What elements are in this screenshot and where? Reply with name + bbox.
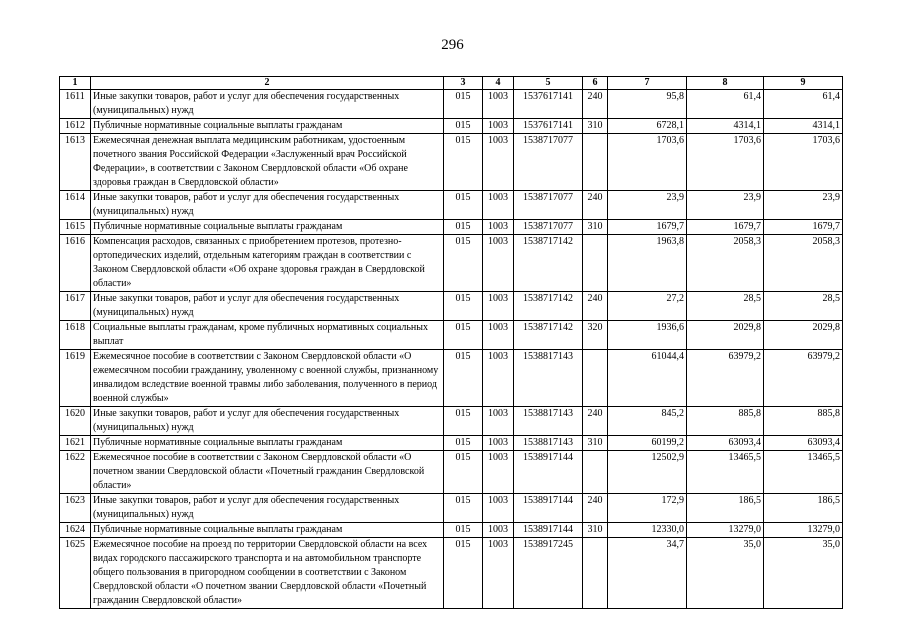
amount-col9: 23,9 bbox=[764, 191, 843, 220]
amount-col7: 34,7 bbox=[608, 538, 687, 609]
row-description: Ежемесячное пособие на проезд по территории Свердловской области на всех видах городского пассажирского транспорта и на автомобильном транспорте общего пользования в пригородном сообщении в соответствии с Законом Свердловской области «О почетном звании Свердловской области «Почетный гражданин Свердловской области» bbox=[91, 538, 444, 609]
col4-section: 1003 bbox=[483, 451, 514, 494]
row-number: 1623 bbox=[60, 494, 91, 523]
amount-col9: 28,5 bbox=[764, 292, 843, 321]
col4-section: 1003 bbox=[483, 90, 514, 119]
col5-target: 1538917144 bbox=[514, 494, 583, 523]
amount-col8: 63979,2 bbox=[687, 350, 764, 407]
col6-type: 240 bbox=[583, 292, 608, 321]
row-number: 1625 bbox=[60, 538, 91, 609]
row-number: 1624 bbox=[60, 523, 91, 538]
amount-col9: 13465,5 bbox=[764, 451, 843, 494]
col5-target: 1538717142 bbox=[514, 321, 583, 350]
col3-code: 015 bbox=[444, 220, 483, 235]
amount-col8: 2058,3 bbox=[687, 235, 764, 292]
header-col-1: 1 bbox=[60, 77, 91, 90]
col3-code: 015 bbox=[444, 119, 483, 134]
col5-target: 1538717077 bbox=[514, 191, 583, 220]
amount-col8: 13279,0 bbox=[687, 523, 764, 538]
page-number: 296 bbox=[441, 37, 464, 53]
row-description: Иные закупки товаров, работ и услуг для обеспечения государственных (муниципальных) нужд bbox=[91, 90, 444, 119]
col5-target: 1538817143 bbox=[514, 436, 583, 451]
col6-type bbox=[583, 134, 608, 191]
col4-section: 1003 bbox=[483, 538, 514, 609]
amount-col9: 63093,4 bbox=[764, 436, 843, 451]
header-col-9: 9 bbox=[764, 77, 843, 90]
col3-code: 015 bbox=[444, 321, 483, 350]
amount-col7: 12502,9 bbox=[608, 451, 687, 494]
amount-col7: 12330,0 bbox=[608, 523, 687, 538]
row-number: 1614 bbox=[60, 191, 91, 220]
amount-col9: 2029,8 bbox=[764, 321, 843, 350]
col5-target: 1538717142 bbox=[514, 235, 583, 292]
col4-section: 1003 bbox=[483, 350, 514, 407]
row-number: 1611 bbox=[60, 90, 91, 119]
row-description: Ежемесячное пособие в соответствии с Законом Свердловской области «О ежемесячном пособии гражданину, уволенному с военной службы, признанному инвалидом вследствие военной травмы либо заболевания, полученного в период военной службы» bbox=[91, 350, 444, 407]
col6-type bbox=[583, 350, 608, 407]
row-description: Ежемесячное пособие в соответствии с Законом Свердловской области «О почетном звании Свердловской области «Почетный гражданин Свердловской области» bbox=[91, 451, 444, 494]
table-row bbox=[60, 90, 843, 119]
col4-section: 1003 bbox=[483, 292, 514, 321]
col6-type bbox=[583, 235, 608, 292]
header-col-7: 7 bbox=[608, 77, 687, 90]
row-number: 1618 bbox=[60, 321, 91, 350]
amount-col8: 13465,5 bbox=[687, 451, 764, 494]
col3-code: 015 bbox=[444, 451, 483, 494]
table-row bbox=[60, 119, 843, 134]
col3-code: 015 bbox=[444, 292, 483, 321]
col4-section: 1003 bbox=[483, 321, 514, 350]
row-description: Иные закупки товаров, работ и услуг для обеспечения государственных (муниципальных) нужд bbox=[91, 191, 444, 220]
amount-col7: 23,9 bbox=[608, 191, 687, 220]
col6-type: 310 bbox=[583, 523, 608, 538]
row-number: 1621 bbox=[60, 436, 91, 451]
row-number: 1615 bbox=[60, 220, 91, 235]
col3-code: 015 bbox=[444, 436, 483, 451]
col6-type: 240 bbox=[583, 191, 608, 220]
row-number: 1617 bbox=[60, 292, 91, 321]
header-col-6: 6 bbox=[583, 77, 608, 90]
col5-target: 1538717077 bbox=[514, 134, 583, 191]
row-description: Публичные нормативные социальные выплаты гражданам bbox=[91, 523, 444, 538]
col5-target: 1538717142 bbox=[514, 292, 583, 321]
table-row bbox=[60, 451, 843, 494]
row-description: Публичные нормативные социальные выплаты гражданам bbox=[91, 119, 444, 134]
amount-col9: 186,5 bbox=[764, 494, 843, 523]
amount-col7: 1703,6 bbox=[608, 134, 687, 191]
amount-col7: 1963,8 bbox=[608, 235, 687, 292]
table-row bbox=[60, 235, 843, 292]
row-description: Компенсация расходов, связанных с приобретением протезов, протезно-ортопедических изделий, отдельным категориям граждан в соответствии с Законом Свердловской области «Об охране здоровья граждан в Свердловской области» bbox=[91, 235, 444, 292]
amount-col7: 6728,1 bbox=[608, 119, 687, 134]
table-row bbox=[60, 538, 843, 609]
amount-col8: 35,0 bbox=[687, 538, 764, 609]
amount-col7: 60199,2 bbox=[608, 436, 687, 451]
amount-col7: 172,9 bbox=[608, 494, 687, 523]
table-row bbox=[60, 407, 843, 436]
header-row bbox=[60, 77, 843, 90]
col5-target: 1538917245 bbox=[514, 538, 583, 609]
col3-code: 015 bbox=[444, 494, 483, 523]
col3-code: 015 bbox=[444, 523, 483, 538]
amount-col9: 61,4 bbox=[764, 90, 843, 119]
col3-code: 015 bbox=[444, 134, 483, 191]
col4-section: 1003 bbox=[483, 235, 514, 292]
col6-type: 320 bbox=[583, 321, 608, 350]
amount-col8: 63093,4 bbox=[687, 436, 764, 451]
amount-col8: 1679,7 bbox=[687, 220, 764, 235]
col4-section: 1003 bbox=[483, 436, 514, 451]
col6-type bbox=[583, 538, 608, 609]
budget-table bbox=[59, 76, 843, 609]
row-number: 1622 bbox=[60, 451, 91, 494]
col3-code: 015 bbox=[444, 235, 483, 292]
amount-col8: 885,8 bbox=[687, 407, 764, 436]
row-description: Социальные выплаты гражданам, кроме публичных нормативных социальных выплат bbox=[91, 321, 444, 350]
col3-code: 015 bbox=[444, 350, 483, 407]
table-row bbox=[60, 523, 843, 538]
col5-target: 1538917144 bbox=[514, 451, 583, 494]
amount-col7: 1936,6 bbox=[608, 321, 687, 350]
header-col-3: 3 bbox=[444, 77, 483, 90]
row-description: Иные закупки товаров, работ и услуг для обеспечения государственных (муниципальных) нужд bbox=[91, 494, 444, 523]
row-description: Иные закупки товаров, работ и услуг для обеспечения государственных (муниципальных) нужд bbox=[91, 407, 444, 436]
amount-col9: 63979,2 bbox=[764, 350, 843, 407]
table-row bbox=[60, 292, 843, 321]
amount-col8: 2029,8 bbox=[687, 321, 764, 350]
col5-target: 1538817143 bbox=[514, 350, 583, 407]
col4-section: 1003 bbox=[483, 134, 514, 191]
col5-target: 1538717077 bbox=[514, 220, 583, 235]
col6-type: 310 bbox=[583, 436, 608, 451]
col3-code: 015 bbox=[444, 191, 483, 220]
amount-col7: 95,8 bbox=[608, 90, 687, 119]
amount-col8: 28,5 bbox=[687, 292, 764, 321]
col4-section: 1003 bbox=[483, 407, 514, 436]
row-number: 1616 bbox=[60, 235, 91, 292]
header-col-2: 2 bbox=[91, 77, 444, 90]
col3-code: 015 bbox=[444, 90, 483, 119]
row-description: Публичные нормативные социальные выплаты гражданам bbox=[91, 436, 444, 451]
amount-col9: 1679,7 bbox=[764, 220, 843, 235]
row-number: 1620 bbox=[60, 407, 91, 436]
header-col-4: 4 bbox=[483, 77, 514, 90]
table-row bbox=[60, 191, 843, 220]
col6-type: 310 bbox=[583, 119, 608, 134]
table-row bbox=[60, 494, 843, 523]
row-description: Иные закупки товаров, работ и услуг для обеспечения государственных (муниципальных) нужд bbox=[91, 292, 444, 321]
col4-section: 1003 bbox=[483, 523, 514, 538]
amount-col7: 27,2 bbox=[608, 292, 687, 321]
row-number: 1619 bbox=[60, 350, 91, 407]
col4-section: 1003 bbox=[483, 119, 514, 134]
col5-target: 1537617141 bbox=[514, 90, 583, 119]
table-row bbox=[60, 350, 843, 407]
row-number: 1612 bbox=[60, 119, 91, 134]
row-description: Публичные нормативные социальные выплаты гражданам bbox=[91, 220, 444, 235]
table-row bbox=[60, 321, 843, 350]
table-row bbox=[60, 134, 843, 191]
amount-col8: 186,5 bbox=[687, 494, 764, 523]
col5-target: 1538917144 bbox=[514, 523, 583, 538]
col4-section: 1003 bbox=[483, 494, 514, 523]
amount-col9: 2058,3 bbox=[764, 235, 843, 292]
col5-target: 1538817143 bbox=[514, 407, 583, 436]
row-number: 1613 bbox=[60, 134, 91, 191]
amount-col7: 845,2 bbox=[608, 407, 687, 436]
col6-type bbox=[583, 451, 608, 494]
col3-code: 015 bbox=[444, 407, 483, 436]
col4-section: 1003 bbox=[483, 220, 514, 235]
col5-target: 1537617141 bbox=[514, 119, 583, 134]
amount-col9: 35,0 bbox=[764, 538, 843, 609]
table-row bbox=[60, 220, 843, 235]
table-row bbox=[60, 436, 843, 451]
header-col-8: 8 bbox=[687, 77, 764, 90]
col3-code: 015 bbox=[444, 538, 483, 609]
amount-col8: 1703,6 bbox=[687, 134, 764, 191]
amount-col7: 1679,7 bbox=[608, 220, 687, 235]
amount-col7: 61044,4 bbox=[608, 350, 687, 407]
amount-col9: 4314,1 bbox=[764, 119, 843, 134]
header-col-5: 5 bbox=[514, 77, 583, 90]
amount-col8: 23,9 bbox=[687, 191, 764, 220]
col6-type: 240 bbox=[583, 407, 608, 436]
col6-type: 310 bbox=[583, 220, 608, 235]
col6-type: 240 bbox=[583, 90, 608, 119]
amount-col9: 1703,6 bbox=[764, 134, 843, 191]
row-description: Ежемесячная денежная выплата медицинским работникам, удостоенным почетного звания Российской Федерации «Заслуженный врач Российской Федерации», в соответствии с Законом Свердловской области «Об охране здоровья граждан в Свердловской области» bbox=[91, 134, 444, 191]
amount-col8: 4314,1 bbox=[687, 119, 764, 134]
col4-section: 1003 bbox=[483, 191, 514, 220]
amount-col8: 61,4 bbox=[687, 90, 764, 119]
amount-col9: 885,8 bbox=[764, 407, 843, 436]
col6-type: 240 bbox=[583, 494, 608, 523]
amount-col9: 13279,0 bbox=[764, 523, 843, 538]
